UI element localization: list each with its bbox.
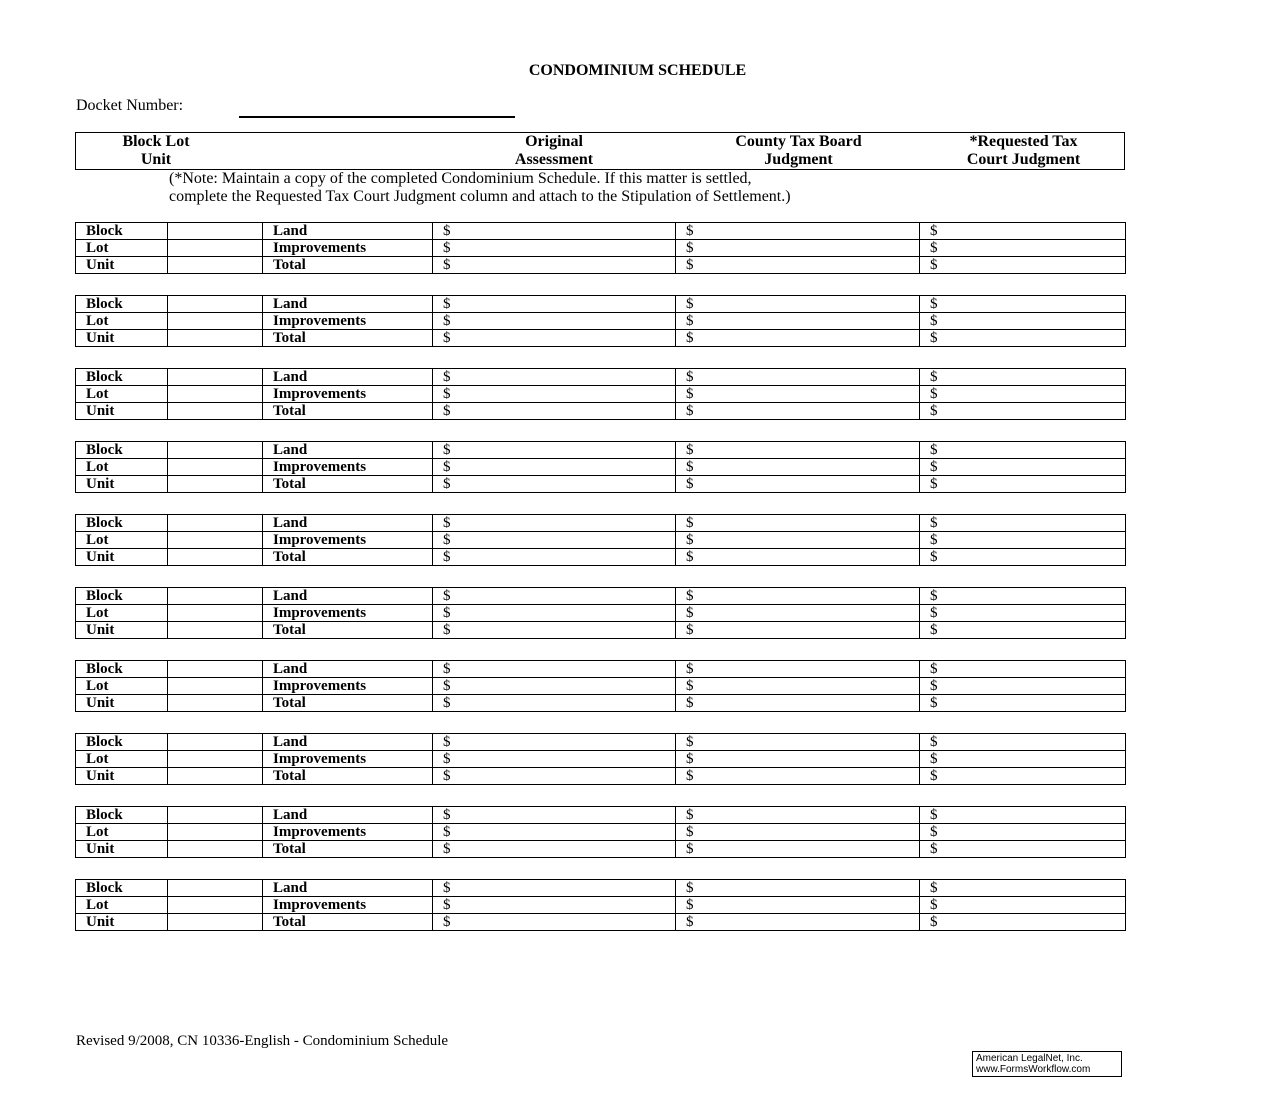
- table-row: [76, 549, 1126, 566]
- original-assessment-cell[interactable]: $: [433, 459, 676, 476]
- table-row: [76, 622, 1126, 639]
- requested-judgment-cell[interactable]: $: [920, 678, 1126, 695]
- header-col4-line2: Court Judgment: [966, 151, 1081, 168]
- county-judgment-cell[interactable]: $: [676, 403, 920, 420]
- header-col3-line1: County Tax Board: [735, 133, 862, 150]
- row-value-input[interactable]: [168, 605, 263, 622]
- county-judgment-cell[interactable]: $: [676, 459, 920, 476]
- value-label: Total: [263, 768, 433, 785]
- header-col3-line2: Judgment: [764, 151, 833, 168]
- row-label: Unit: [76, 841, 168, 858]
- value-label: Total: [263, 549, 433, 566]
- county-judgment-cell[interactable]: $: [676, 442, 920, 459]
- table-row: [76, 240, 1126, 257]
- requested-judgment-cell[interactable]: $: [920, 914, 1126, 931]
- table-row: [76, 751, 1126, 768]
- county-judgment-cell[interactable]: $: [676, 386, 920, 403]
- original-assessment-cell[interactable]: $: [433, 695, 676, 712]
- value-label: Total: [263, 476, 433, 493]
- requested-judgment-cell[interactable]: $: [920, 515, 1126, 532]
- row-value-input[interactable]: [168, 386, 263, 403]
- row-label: Block: [76, 223, 168, 240]
- row-value-input[interactable]: [168, 330, 263, 347]
- original-assessment-cell[interactable]: $: [433, 897, 676, 914]
- row-value-input[interactable]: [168, 588, 263, 605]
- table-row: [76, 807, 1126, 824]
- row-value-input[interactable]: [168, 678, 263, 695]
- row-label: Block: [76, 369, 168, 386]
- original-assessment-cell[interactable]: $: [433, 880, 676, 897]
- row-label: Unit: [76, 768, 168, 785]
- row-value-input[interactable]: [168, 751, 263, 768]
- row-label: Lot: [76, 459, 168, 476]
- row-label: Block: [76, 734, 168, 751]
- original-assessment-cell[interactable]: $: [433, 605, 676, 622]
- docket-number-field[interactable]: [239, 116, 515, 118]
- header-col2-line1: Original: [525, 133, 583, 150]
- page-title: CONDOMINIUM SCHEDULE: [528, 62, 747, 79]
- row-label: Lot: [76, 751, 168, 768]
- value-label: Improvements: [263, 605, 433, 622]
- original-assessment-cell[interactable]: $: [433, 807, 676, 824]
- row-value-input[interactable]: [168, 459, 263, 476]
- table-row: [76, 459, 1126, 476]
- row-label: Unit: [76, 330, 168, 347]
- county-judgment-cell[interactable]: $: [676, 296, 920, 313]
- original-assessment-cell[interactable]: $: [433, 313, 676, 330]
- county-judgment-cell[interactable]: $: [676, 841, 920, 858]
- original-assessment-cell[interactable]: $: [433, 403, 676, 420]
- value-label: Total: [263, 403, 433, 420]
- note-line1: (*Note: Maintain a copy of the completed Condominium Schedule. If this matter is settled,: [169, 170, 752, 187]
- original-assessment-cell[interactable]: $: [433, 678, 676, 695]
- row-value-input[interactable]: [168, 532, 263, 549]
- requested-judgment-cell[interactable]: $: [920, 841, 1126, 858]
- table-row: [76, 678, 1126, 695]
- value-label: Improvements: [263, 751, 433, 768]
- logo-line1: American LegalNet, Inc.: [976, 1053, 1083, 1064]
- county-judgment-cell[interactable]: $: [676, 695, 920, 712]
- requested-judgment-cell[interactable]: $: [920, 223, 1126, 240]
- row-label: Block: [76, 296, 168, 313]
- table-row: [76, 914, 1126, 931]
- requested-judgment-cell[interactable]: $: [920, 240, 1126, 257]
- property-group: [75, 514, 1126, 566]
- value-label: Improvements: [263, 897, 433, 914]
- footer-text: Revised 9/2008, CN 10336-English - Condominium Schedule: [76, 1033, 449, 1049]
- row-label: Block: [76, 807, 168, 824]
- table-row: [76, 515, 1126, 532]
- property-group: [75, 660, 1126, 712]
- table-row: [76, 880, 1126, 897]
- original-assessment-cell[interactable]: $: [433, 240, 676, 257]
- row-value-input[interactable]: [168, 841, 263, 858]
- original-assessment-cell[interactable]: $: [433, 588, 676, 605]
- requested-judgment-cell[interactable]: $: [920, 695, 1126, 712]
- requested-judgment-cell[interactable]: $: [920, 751, 1126, 768]
- table-row: [76, 403, 1126, 420]
- value-label: Land: [263, 661, 433, 678]
- requested-judgment-cell[interactable]: $: [920, 442, 1126, 459]
- value-label: Land: [263, 223, 433, 240]
- requested-judgment-cell[interactable]: $: [920, 330, 1126, 347]
- table-row: [76, 330, 1126, 347]
- requested-judgment-cell[interactable]: $: [920, 824, 1126, 841]
- row-label: Block: [76, 661, 168, 678]
- table-row: [76, 476, 1126, 493]
- row-label: Lot: [76, 532, 168, 549]
- table-row: [76, 532, 1126, 549]
- row-value-input[interactable]: [168, 914, 263, 931]
- requested-judgment-cell[interactable]: $: [920, 476, 1126, 493]
- table-row: [76, 386, 1126, 403]
- value-label: Improvements: [263, 824, 433, 841]
- county-judgment-cell[interactable]: $: [676, 914, 920, 931]
- row-value-input[interactable]: [168, 515, 263, 532]
- value-label: Total: [263, 914, 433, 931]
- row-value-input[interactable]: [168, 695, 263, 712]
- county-judgment-cell[interactable]: $: [676, 476, 920, 493]
- original-assessment-cell[interactable]: $: [433, 442, 676, 459]
- table-row: [76, 588, 1126, 605]
- original-assessment-cell[interactable]: $: [433, 296, 676, 313]
- value-label: Total: [263, 622, 433, 639]
- table-row: [76, 369, 1126, 386]
- value-label: Land: [263, 734, 433, 751]
- docket-label: Docket Number:: [76, 97, 184, 114]
- requested-judgment-cell[interactable]: $: [920, 897, 1126, 914]
- original-assessment-cell[interactable]: $: [433, 532, 676, 549]
- table-row: [76, 223, 1126, 240]
- row-label: Unit: [76, 914, 168, 931]
- original-assessment-cell[interactable]: $: [433, 330, 676, 347]
- row-value-input[interactable]: [168, 824, 263, 841]
- row-value-input[interactable]: [168, 549, 263, 566]
- row-value-input[interactable]: [168, 369, 263, 386]
- row-label: Unit: [76, 476, 168, 493]
- row-label: Lot: [76, 897, 168, 914]
- value-label: Improvements: [263, 459, 433, 476]
- property-group: [75, 879, 1126, 931]
- row-value-input[interactable]: [168, 661, 263, 678]
- row-value-input[interactable]: [168, 240, 263, 257]
- property-group: [75, 806, 1126, 858]
- row-value-input[interactable]: [168, 296, 263, 313]
- original-assessment-cell[interactable]: $: [433, 914, 676, 931]
- county-judgment-cell[interactable]: $: [676, 622, 920, 639]
- table-row: [76, 313, 1126, 330]
- table-row: [76, 768, 1126, 785]
- county-judgment-cell[interactable]: $: [676, 734, 920, 751]
- row-value-input[interactable]: [168, 403, 263, 420]
- row-label: Lot: [76, 678, 168, 695]
- original-assessment-cell[interactable]: $: [433, 734, 676, 751]
- original-assessment-cell[interactable]: $: [433, 223, 676, 240]
- row-value-input[interactable]: [168, 257, 263, 274]
- original-assessment-cell[interactable]: $: [433, 622, 676, 639]
- requested-judgment-cell[interactable]: $: [920, 296, 1126, 313]
- table-row: [76, 824, 1126, 841]
- property-group: [75, 295, 1126, 347]
- county-judgment-cell[interactable]: $: [676, 661, 920, 678]
- requested-judgment-cell[interactable]: $: [920, 768, 1126, 785]
- county-judgment-cell[interactable]: $: [676, 515, 920, 532]
- original-assessment-cell[interactable]: $: [433, 661, 676, 678]
- value-label: Improvements: [263, 313, 433, 330]
- requested-judgment-cell[interactable]: $: [920, 369, 1126, 386]
- original-assessment-cell[interactable]: $: [433, 515, 676, 532]
- requested-judgment-cell[interactable]: $: [920, 622, 1126, 639]
- county-judgment-cell[interactable]: $: [676, 751, 920, 768]
- requested-judgment-cell[interactable]: $: [920, 880, 1126, 897]
- requested-judgment-cell[interactable]: $: [920, 386, 1126, 403]
- requested-judgment-cell[interactable]: $: [920, 734, 1126, 751]
- original-assessment-cell[interactable]: $: [433, 257, 676, 274]
- row-value-input[interactable]: [168, 880, 263, 897]
- value-label: Land: [263, 515, 433, 532]
- county-judgment-cell[interactable]: $: [676, 807, 920, 824]
- county-judgment-cell[interactable]: $: [676, 678, 920, 695]
- table-row: [76, 695, 1126, 712]
- requested-judgment-cell[interactable]: $: [920, 549, 1126, 566]
- value-label: Total: [263, 695, 433, 712]
- table-row: [76, 296, 1126, 313]
- row-label: Lot: [76, 605, 168, 622]
- row-value-input[interactable]: [168, 223, 263, 240]
- row-label: Unit: [76, 695, 168, 712]
- county-judgment-cell[interactable]: $: [676, 605, 920, 622]
- row-label: Block: [76, 442, 168, 459]
- publisher-logo: [972, 1051, 1122, 1077]
- row-label: Block: [76, 880, 168, 897]
- table-row: [76, 897, 1126, 914]
- row-label: Unit: [76, 257, 168, 274]
- header-col2-line2: Assessment: [514, 151, 594, 168]
- requested-judgment-cell[interactable]: $: [920, 661, 1126, 678]
- property-group: [75, 441, 1126, 493]
- property-group: [75, 368, 1126, 420]
- row-value-input[interactable]: [168, 768, 263, 785]
- original-assessment-cell[interactable]: $: [433, 369, 676, 386]
- requested-judgment-cell[interactable]: $: [920, 459, 1126, 476]
- value-label: Land: [263, 442, 433, 459]
- table-row: [76, 605, 1126, 622]
- county-judgment-cell[interactable]: $: [676, 880, 920, 897]
- value-label: Land: [263, 880, 433, 897]
- table-row: [76, 661, 1126, 678]
- value-label: Total: [263, 841, 433, 858]
- row-value-input[interactable]: [168, 897, 263, 914]
- requested-judgment-cell[interactable]: $: [920, 313, 1126, 330]
- value-label: Land: [263, 588, 433, 605]
- original-assessment-cell[interactable]: $: [433, 841, 676, 858]
- county-judgment-cell[interactable]: $: [676, 588, 920, 605]
- value-label: Improvements: [263, 386, 433, 403]
- table-row: [76, 734, 1126, 751]
- row-label: Block: [76, 515, 168, 532]
- row-label: Lot: [76, 313, 168, 330]
- row-value-input[interactable]: [168, 734, 263, 751]
- table-row: [76, 442, 1126, 459]
- header-col4-line1: *Requested Tax: [969, 133, 1078, 150]
- property-group: [75, 222, 1126, 274]
- table-row: [76, 257, 1126, 274]
- original-assessment-cell[interactable]: $: [433, 549, 676, 566]
- requested-judgment-cell[interactable]: $: [920, 403, 1126, 420]
- row-value-input[interactable]: [168, 476, 263, 493]
- property-group: [75, 733, 1126, 785]
- county-judgment-cell[interactable]: $: [676, 240, 920, 257]
- county-judgment-cell[interactable]: $: [676, 549, 920, 566]
- value-label: Total: [263, 330, 433, 347]
- row-label: Block: [76, 588, 168, 605]
- row-label: Unit: [76, 622, 168, 639]
- county-judgment-cell[interactable]: $: [676, 768, 920, 785]
- original-assessment-cell[interactable]: $: [433, 386, 676, 403]
- column-header: [75, 132, 1125, 170]
- logo-line2: www.FormsWorkflow.com: [976, 1064, 1091, 1075]
- row-value-input[interactable]: [168, 313, 263, 330]
- row-label: Unit: [76, 403, 168, 420]
- row-label: Lot: [76, 240, 168, 257]
- original-assessment-cell[interactable]: $: [433, 768, 676, 785]
- requested-judgment-cell[interactable]: $: [920, 807, 1126, 824]
- row-value-input[interactable]: [168, 622, 263, 639]
- table-row: [76, 841, 1126, 858]
- county-judgment-cell[interactable]: $: [676, 257, 920, 274]
- value-label: Improvements: [263, 678, 433, 695]
- row-label: Unit: [76, 549, 168, 566]
- original-assessment-cell[interactable]: $: [433, 751, 676, 768]
- county-judgment-cell[interactable]: $: [676, 223, 920, 240]
- value-label: Land: [263, 296, 433, 313]
- value-label: Land: [263, 369, 433, 386]
- county-judgment-cell[interactable]: $: [676, 824, 920, 841]
- requested-judgment-cell[interactable]: $: [920, 257, 1126, 274]
- value-label: Improvements: [263, 240, 433, 257]
- requested-judgment-cell[interactable]: $: [920, 605, 1126, 622]
- note-line2: complete the Requested Tax Court Judgment column and attach to the Stipulation of Settlement.): [169, 188, 791, 205]
- value-label: Land: [263, 807, 433, 824]
- value-label: Improvements: [263, 532, 433, 549]
- original-assessment-cell[interactable]: $: [433, 824, 676, 841]
- header-col1-line2: Unit: [140, 151, 172, 168]
- requested-judgment-cell[interactable]: $: [920, 532, 1126, 549]
- row-label: Lot: [76, 824, 168, 841]
- row-label: Lot: [76, 386, 168, 403]
- county-judgment-cell[interactable]: $: [676, 330, 920, 347]
- original-assessment-cell[interactable]: $: [433, 476, 676, 493]
- property-group: [75, 587, 1126, 639]
- requested-judgment-cell[interactable]: $: [920, 588, 1126, 605]
- county-judgment-cell[interactable]: $: [676, 369, 920, 386]
- county-judgment-cell[interactable]: $: [676, 313, 920, 330]
- value-label: Total: [263, 257, 433, 274]
- row-value-input[interactable]: [168, 442, 263, 459]
- note: [169, 170, 791, 206]
- header-col1-line1: Block Lot: [122, 133, 190, 150]
- county-judgment-cell[interactable]: $: [676, 532, 920, 549]
- row-value-input[interactable]: [168, 807, 263, 824]
- county-judgment-cell[interactable]: $: [676, 897, 920, 914]
